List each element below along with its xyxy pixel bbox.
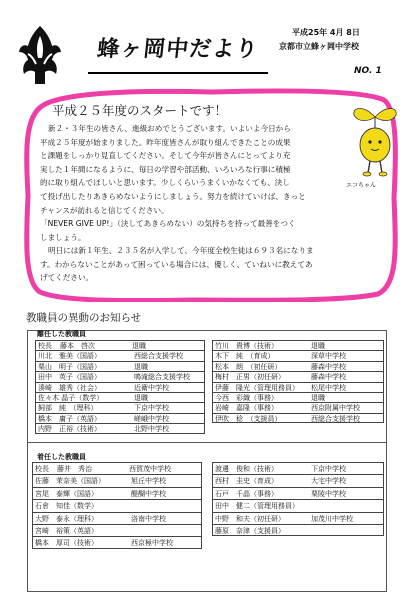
staff-row <box>35 371 205 381</box>
staff-name: 大野 泰永（理科） <box>35 514 98 523</box>
staff-name: 藤井 秀治 <box>57 465 92 473</box>
staff-row <box>35 350 205 360</box>
staff-name: 石倉 知佳（数学） <box>35 502 98 511</box>
staff-row <box>212 340 384 350</box>
school-name: 京都市立蜂ヶ岡中学校 <box>279 42 359 51</box>
arrived-title: 着任した教職員 <box>37 453 86 461</box>
staff-destination: 西総合支援学校 <box>311 414 360 423</box>
staff-row <box>35 340 205 350</box>
newsletter-title: 蜂ヶ岡中だより <box>95 36 260 62</box>
staff-name: 松本 朗 （初任研） <box>215 362 282 371</box>
staff-destination: 深草中学校 <box>311 352 346 361</box>
message-paragraph-3 <box>40 244 314 285</box>
departed-title: 離任した教職員 <box>37 330 86 338</box>
staff-destination: 醍醐中学校 <box>131 489 166 498</box>
school-emblem-icon <box>16 24 64 88</box>
staff-name: 田中 英子（国語） <box>38 373 101 382</box>
staff-name: 西村 圭史（育成） <box>215 477 278 486</box>
staff-row <box>212 392 384 402</box>
staff-row <box>35 361 205 371</box>
staff-destination: 藤森中学校 <box>311 373 346 382</box>
staff-name: 伊藤 隆光（管理用務員） <box>215 383 299 392</box>
staff-row <box>212 524 384 536</box>
staff-name: 伊吹 稔 （支援員） <box>215 414 282 423</box>
staff-name: 宮尾 泰輝（国語） <box>35 489 98 498</box>
staff-name: 栗山 明子（国語） <box>38 362 101 371</box>
staff-destination: 退職 <box>134 362 148 371</box>
staff-name: 今西 彩織（事務） <box>215 393 278 402</box>
staff-row <box>32 499 202 511</box>
arrived-list-left <box>32 462 202 549</box>
message-line: と課題をしっかり見直してください。そして今年が皆さんにとってより充 <box>40 151 291 161</box>
staff-row <box>212 382 384 392</box>
staff-name: 佐々木 晶子（数学） <box>38 393 104 402</box>
arrived-list-right <box>212 462 384 536</box>
staff-row <box>212 487 384 499</box>
staff-row <box>32 512 202 524</box>
staff-name: 宮崎 裕策（英語） <box>35 526 98 535</box>
message-line: げてください。 <box>40 273 94 283</box>
staff-destination: 近衛中学校 <box>134 383 169 392</box>
staff-name: 梅村 正男（初任研） <box>215 373 285 382</box>
staff-row <box>35 413 205 423</box>
staff-name: 渡邊 俊和（技術） <box>215 465 278 473</box>
staff-name: 藤原 奈津（支援員） <box>215 526 285 535</box>
staff-destination: 嵯峨中学校 <box>134 414 169 423</box>
message-paragraph-2 <box>40 217 296 244</box>
staff-destination: 北野中学校 <box>134 425 169 434</box>
staff-destination: 鳴滝総合支援学校 <box>134 373 190 382</box>
staff-name: 岩崎 嘉隆（事務） <box>215 404 278 413</box>
staff-destination: 下京中学校 <box>311 465 346 473</box>
staff-row <box>35 392 205 402</box>
message-line: しましょう。 <box>40 232 86 242</box>
issue-number: NO. 1 <box>354 66 382 76</box>
staff-role: 校長 <box>35 465 49 473</box>
message-line: 的に取り組んでほしいと思います。少しくらいうまくいかなくても、決し <box>40 178 290 188</box>
staff-destination: 大宅中学校 <box>311 477 346 486</box>
staff-destination: 西総合支援学校 <box>134 352 183 361</box>
staff-destination: 退職 <box>134 393 148 402</box>
message-title: 平成２５年度のスタートです！ <box>52 103 228 118</box>
staff-name: 木下 純 （育成） <box>215 352 275 361</box>
staff-row <box>212 413 384 423</box>
departed-list-right <box>212 340 384 423</box>
staff-row <box>212 361 384 371</box>
staff-destination: 栗陵中学校 <box>311 489 346 498</box>
message-line: す。わからないことがあって困っている場合には、優しく、ていねいに教えてあ <box>40 259 313 269</box>
staff-name: 飼部 純 （理科） <box>38 404 98 413</box>
staff-row <box>32 474 202 486</box>
staff-name: 中野 和夫（初任研） <box>215 514 285 523</box>
issue-date: 平成25年 4月 8日 <box>292 28 360 37</box>
staff-destination: 藤森中学校 <box>311 362 346 371</box>
message-paragraph-1 <box>40 122 306 217</box>
staff-row <box>32 524 202 536</box>
staff-name: 湊崎 雄秀（社会） <box>38 383 101 392</box>
staff-row <box>212 402 384 412</box>
staff-name: 佐藤 茉奈美（国語） <box>35 477 105 486</box>
staff-destination: 西京附属中学校 <box>311 404 360 413</box>
staff-destination: 退職 <box>311 342 325 350</box>
message-line: 実した１年間になるように、毎日の学習や部活動、いろいろな行事に積極 <box>40 164 291 174</box>
message-line: て投げ出したりあきらめないようにしましょう。努力を続けていけば、きっと <box>40 191 306 201</box>
staff-name: 竹川 貴博（技術） <box>215 342 278 350</box>
staff-row <box>35 382 205 392</box>
staff-destination: 旭丘中学校 <box>131 477 166 486</box>
staff-row <box>32 487 202 499</box>
staff-name: 川北 雅美（国語） <box>38 352 101 361</box>
staff-section-title: 教職員の異動のお知らせ <box>26 312 142 324</box>
staff-row <box>32 462 202 474</box>
message-line: 明日には新１年生、２３５名が入学して、今年度全校生徒は６９３名になりま <box>48 246 314 255</box>
staff-row <box>212 512 384 524</box>
staff-row <box>212 474 384 486</box>
message-line: チャンスが訪れると信じてください。 <box>40 205 169 215</box>
staff-destination: 西賀茂中学校 <box>129 465 171 473</box>
staff-role: 校長 <box>38 342 52 350</box>
staff-name: 石戸 千晶（事務） <box>215 489 278 498</box>
departed-list-left <box>35 340 205 434</box>
staff-row <box>35 402 205 412</box>
staff-row <box>212 499 384 511</box>
message-line: 「NEVER GIVE UP!」（決してあきらめない）の気持ちを持って最善をつく <box>40 219 296 228</box>
staff-destination: 洛南中学校 <box>131 514 166 523</box>
staff-name: 橋本 庸子（英語） <box>38 414 101 423</box>
staff-row <box>212 462 384 474</box>
staff-name: 内野 正裕（技術） <box>38 425 101 434</box>
message-line: 平成２５年度が始まりました。昨年度皆さんが取り組んできたことの成果 <box>40 137 291 147</box>
message-line: 新２・３年生の皆さん、進級おめでとうございます。いよいよ今日から <box>48 124 291 133</box>
staff-row <box>212 371 384 381</box>
mascot-sprout-icon <box>350 97 400 179</box>
staff-name: 田中 健二（管理用務員） <box>215 502 299 511</box>
staff-row <box>212 350 384 360</box>
staff-divider <box>27 442 387 443</box>
staff-destination: 西京極中学校 <box>131 539 173 548</box>
staff-destination: 退職 <box>311 393 325 402</box>
mascot-label: エコちゃん <box>346 182 377 189</box>
staff-destination: 退職 <box>132 342 146 350</box>
staff-destination: 松尾中学校 <box>311 383 346 392</box>
staff-name: 橋本 厚司（技術） <box>35 539 98 548</box>
staff-row <box>35 423 205 433</box>
staff-row <box>32 536 202 548</box>
staff-name: 藤本 啓次 <box>60 342 95 350</box>
staff-destination: 加茂川中学校 <box>311 514 353 523</box>
newsletter-title-box <box>88 26 268 74</box>
staff-destination: 下京中学校 <box>134 404 169 413</box>
